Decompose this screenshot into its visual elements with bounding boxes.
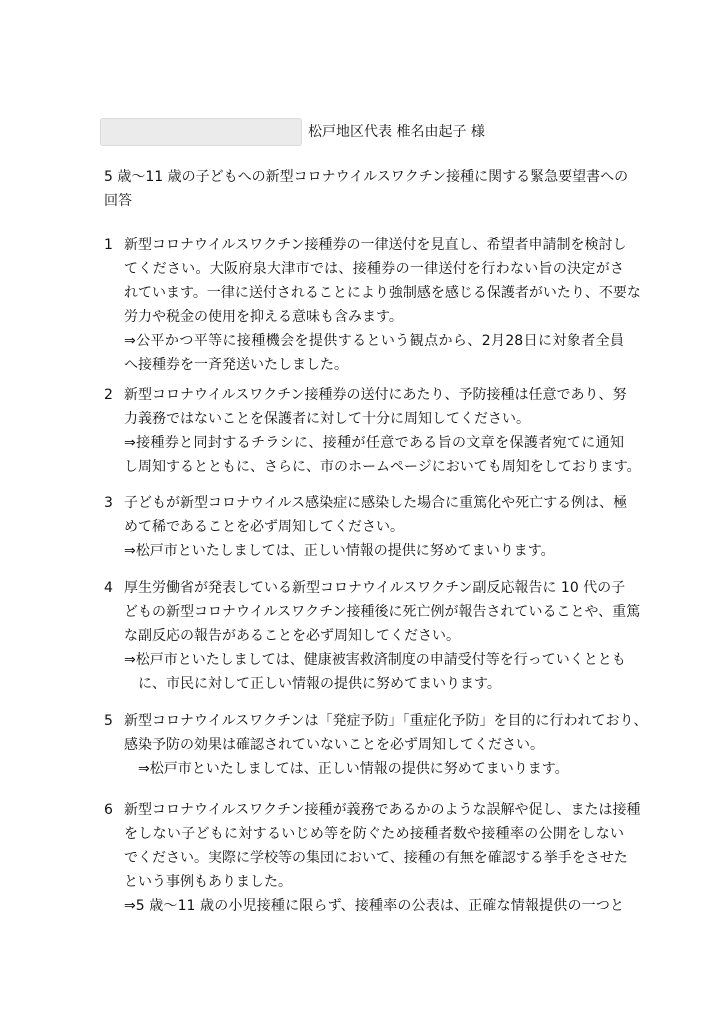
request-line: 子どもが新型コロナウイルス感染症に感染した場合に重篤化や死亡する例は、極 — [124, 495, 628, 511]
request-line: という事例もありました。 — [124, 874, 292, 890]
item-number: 2 — [104, 387, 113, 403]
reply-line: へ接種券を一斉発送いたしました。 — [124, 357, 348, 373]
request-line: 新型コロナウイルスワクチンは「発症予防」「重症化予防」を目的に行われており、 — [124, 713, 648, 729]
item-number: 1 — [104, 237, 113, 253]
request-line: 力義務ではないことを保護者に対して十分に周知してください。 — [124, 411, 530, 427]
request-text — [124, 233, 641, 329]
reply-text — [124, 894, 624, 918]
reply-text — [124, 431, 641, 479]
reply-line: に、市民に対して正しい情報の提供に努めてまいります。 — [138, 676, 501, 692]
request-item-3 — [104, 491, 628, 563]
redacted-block — [100, 118, 302, 146]
request-text — [124, 491, 628, 539]
request-line: 感染予防の効果は確認されていないことを必ず周知してください。 — [124, 737, 544, 753]
request-text — [124, 798, 641, 894]
reply-line: ⇒松戸市といたしましては、正しい情報の提供に努めてまいります。 — [124, 543, 555, 559]
request-line: 新型コロナウイルスワクチン接種が義務であるかのような誤解や促し、または接種 — [124, 802, 641, 818]
reply-line: し周知するとともに、さらに、市のホームページにおいても周知をしております。 — [124, 459, 641, 475]
title-line: 5 歳～11 歳の子どもへの新型コロナウイルスワクチン接種に関する緊急要望書への — [104, 169, 629, 185]
request-item-6 — [104, 798, 641, 918]
request-item-4 — [104, 576, 641, 696]
item-number: 6 — [104, 802, 113, 818]
request-line: 厚生労働省が発表している新型コロナウイルスワクチン副反応報告に 10 代の子 — [124, 580, 626, 596]
reply-line: ⇒5 歳～11 歳の小児接種に限らず、接種率の公表は、正確な情報提供の一つと — [124, 898, 624, 914]
reply-line: ⇒松戸市といたしましては、正しい情報の提供に努めてまいります。 — [138, 761, 569, 777]
request-text — [124, 709, 648, 757]
reply-text — [124, 329, 624, 377]
request-line: 新型コロナウイルスワクチン接種券の送付にあたり、予防接種は任意であり、努 — [124, 387, 627, 403]
title-line: 回答 — [104, 193, 132, 209]
reply-text — [124, 648, 624, 696]
request-line: どもの新型コロナウイルスワクチン接種後に死亡例が報告されていることや、重篤 — [124, 604, 641, 620]
request-line: めて稀であることを必ず周知してください。 — [124, 519, 404, 535]
addressee-line: 松戸地区代表 椎名由起子 様 — [308, 124, 485, 140]
request-item-2 — [104, 383, 641, 479]
request-line: をしない子どもに対するいじめ等を防ぐため接種者数や接種率の公開をしない — [124, 826, 624, 842]
document-title — [104, 165, 629, 213]
request-item-5 — [104, 709, 648, 781]
item-number: 4 — [104, 580, 113, 596]
reply-line: ⇒接種券と同封するチラシに、接種が任意である旨の文章を保護者宛てに通知 — [124, 435, 624, 451]
item-number: 5 — [104, 713, 113, 729]
request-line: な副反応の報告があることを必ず周知してください。 — [124, 628, 460, 644]
request-line: 新型コロナウイルスワクチン接種券の一律送付を見直し、希望者申請制を検討し — [124, 237, 627, 253]
reply-line: ⇒公平かつ平等に接種機会を提供するという観点から、2月28日に対象者全員 — [124, 333, 624, 349]
reply-text — [124, 757, 624, 781]
request-line: てください。大阪府泉大津市では、接種券の一律送付を行わない旨の決定がさ — [124, 261, 624, 277]
request-line: でください。実際に学校等の集団において、接種の有無を確認する挙手をさせた — [124, 850, 628, 866]
request-line: 労力や税金の使用を抑える意味も含みます。 — [124, 309, 403, 325]
request-text — [124, 383, 627, 431]
request-item-1 — [104, 233, 641, 377]
item-number: 3 — [104, 495, 113, 511]
request-text — [124, 576, 641, 648]
reply-line: ⇒松戸市といたしましては、健康被害救済制度の申請受付等を行っていくととも — [124, 652, 626, 668]
reply-text — [124, 539, 624, 563]
request-line: れています。一律に送付されることにより強制感を感じる保護者がいたり、不要な — [124, 285, 641, 301]
